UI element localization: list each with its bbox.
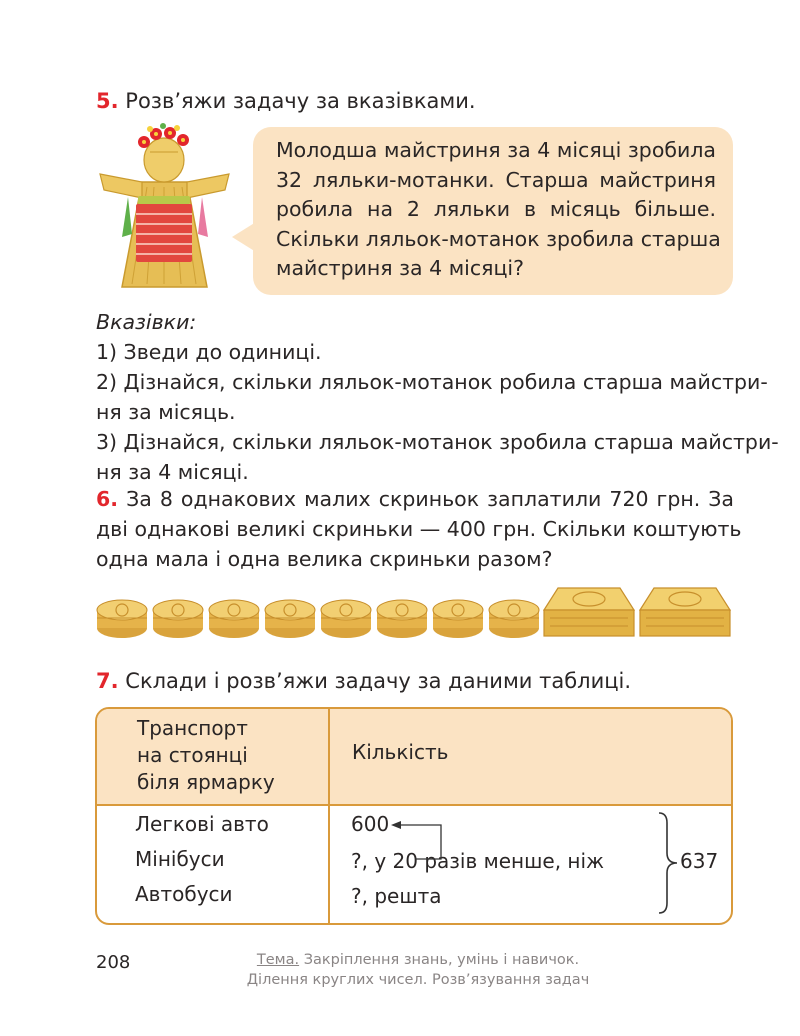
task6-number: 6. [96, 487, 119, 511]
motanka-doll-illustration [92, 122, 237, 292]
problem-line: 32 ляльки-мотанки. Старша майстриня [276, 167, 716, 192]
row-name: Легкові авто [135, 812, 269, 836]
hint-line: 3) Дізнайся, скільки ляльок-мотанок зробила старша майстри- [96, 430, 779, 454]
task5-heading [96, 86, 476, 116]
footer-topic: Тема. Закріплення знань, умінь і навичок. Ділення круглих чисел. Розв’язування задач [246, 952, 590, 988]
small-box-2 [153, 600, 203, 638]
task6-line: дві однакові великі скриньки — 400 грн. Скільки коштують [96, 517, 742, 541]
problem-line: робила на 2 ляльки в місяць більше. [276, 197, 716, 221]
task7-title: Склади і розв’яжи задачу за даними таблиці. [125, 669, 632, 693]
column-divider [328, 709, 330, 923]
row-value: ?, у 20 разів менше, ніж [351, 849, 605, 873]
small-box-6 [377, 600, 427, 638]
hints-title: Вказівки: [96, 310, 197, 334]
header-transport: Транспорт на стоянці біля ярмарку [137, 716, 275, 794]
task6-line: одна мала і одна велика скриньки разом? [96, 547, 553, 571]
row-name: Мінібуси [135, 847, 225, 871]
hint-line: 2) Дізнайся, скільки ляльок-мотанок робила старша майстри- [96, 370, 768, 394]
hint-line: ня за місяць. [96, 400, 236, 424]
bubble-tail [232, 222, 256, 252]
hint-line: ня за 4 місяці. [96, 460, 249, 484]
boxes-illustration [96, 580, 736, 642]
big-box-1 [544, 588, 634, 636]
page-number: 208 [96, 952, 131, 973]
task5-title: Розв’яжи задачу за вказівками. [125, 89, 476, 113]
task6-line: 6. За 8 однакових малих скриньок заплатили 720 грн. За [96, 487, 734, 511]
comparison-arrow [387, 817, 457, 867]
topic-label: Тема. [256, 952, 300, 968]
problem-line: Молодша майстриня за 4 місяці зробила [276, 138, 716, 162]
small-box-8 [489, 600, 539, 638]
task5-number: 5. [96, 89, 119, 113]
total-value: 637 [680, 849, 719, 873]
task6-text [96, 484, 742, 574]
small-box-1 [97, 600, 147, 638]
problem-line: майстриня за 4 місяці? [276, 256, 524, 280]
task5-problem-text [276, 136, 721, 284]
row-value: ?, решта [351, 884, 442, 908]
big-box-2 [640, 588, 730, 636]
small-box-4 [265, 600, 315, 638]
hint-line: 1) Зведи до одиниці. [96, 340, 322, 364]
header-quantity: Кількість [352, 740, 449, 764]
small-box-5 [321, 600, 371, 638]
task7-heading [96, 666, 631, 696]
task7-number: 7. [96, 669, 119, 693]
row-name: Автобуси [135, 882, 233, 906]
row-value: 600 [351, 812, 390, 836]
small-box-7 [433, 600, 483, 638]
problem-line: Скільки ляльок-мотанок зробила старша [276, 226, 721, 251]
transport-table [95, 707, 733, 925]
small-box-3 [209, 600, 259, 638]
task5-hints [96, 307, 779, 487]
